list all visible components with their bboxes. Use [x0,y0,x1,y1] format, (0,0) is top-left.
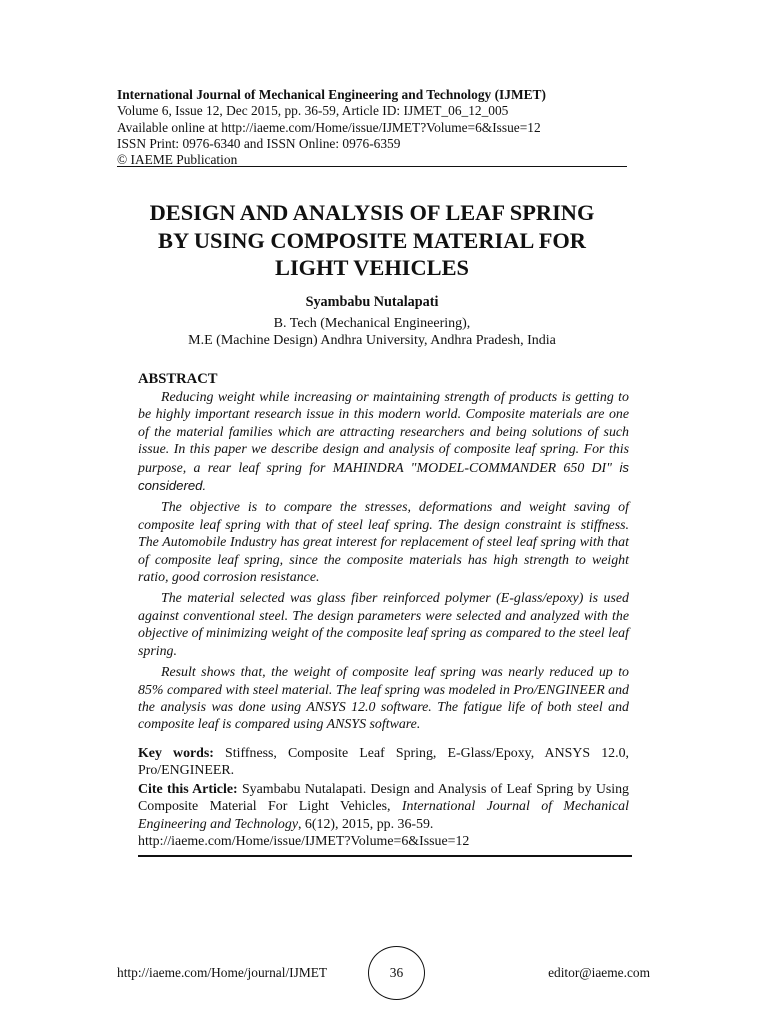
author-name: Syambabu Nutalapati [305,294,439,310]
citation-volume: , 6(12), 2015, pp. 36-59. [297,816,434,832]
abstract-paragraph-4: Result shows that, the weight of composite leaf spring was nearly reduced up to 85% compared with steel material. The leaf spring was modeled in Pro/ENGINEER and the analysis was done using ANSYS 12.0 software. The fatigue life of both steel and composite leaf is compared using ANSYS software. [138,665,629,733]
affiliation-line-2: M.E (Machine Design) Andhra University, Andhra Pradesh, India [188,333,556,348]
availability-url[interactable]: Available online at http://iaeme.com/Home/issue/IJMET?Volume=6&Issue=12 [117,119,541,135]
abstract-body [138,389,629,738]
vehicle-model-name: MAHINDRA "MODEL-COMMANDER 650 DI" [332,460,613,476]
author-affiliation [117,315,627,349]
page-number [368,946,425,1000]
citation-text: Syambabu Nutalapati. Design and Analysis of Leaf Spring by Using Composite Material For Light Vehicles, [138,782,629,815]
title-line-2: BY USING COMPOSITE MATERIAL FOR [158,227,586,253]
title-line-3: LIGHT VEHICLES [275,255,469,280]
journal-header [117,87,627,168]
keywords [138,745,629,780]
abstract-paragraph-1-tail: is considered. [138,459,629,494]
issn-info: ISSN Print: 0976-6340 and ISSN Online: 0976-6359 [117,135,401,151]
keywords-text: Stiffness, Composite Leaf Spring, E-Glass/Epoxy, ANSYS 12.0, Pro/ENGINEER. [138,746,629,779]
affiliation-line-1: B. Tech (Mechanical Engineering), [273,316,471,331]
keywords-label: Key words: [138,746,214,761]
footer-journal-url[interactable]: http://iaeme.com/Home/journal/IJMET [117,965,328,980]
abstract-paragraph-2: The objective is to compare the stresses, deformations and weight saving of composite leaf spring with that of steel leaf spring. The design constraint is stiffness. The Automobile Industry has great interest for replacement of steel leaf spring with that of composite leaf spring, since the composite materials has high strength to weight ratio, good corrosion resistance. [138,500,629,586]
abstract-paragraph-3: The material selected was glass fiber reinforced polymer (E-glass/epoxy) is used against conventional steel. The design parameters were selected and analyzed with the objective of minimizing weight of the composite leaf spring as compared to the steel leaf spring. [138,591,629,659]
title-line-1: DESIGN AND ANALYSIS OF LEAF SPRING [149,200,595,225]
abstract-paragraph-1 [138,389,629,495]
footer-email[interactable]: editor@iaeme.com [548,965,650,980]
abstract-paragraph-1-text: Reducing weight while increasing or maintaining strength of products is getting to be highly important research issue in this modern world. Composite materials are one of the material families which are attracting researchers and being solutions of such issue. In this paper we describe design and analysis of composite leaf spring. For this purpose, a rear leaf spring for [138,390,629,476]
citation-divider [138,855,632,857]
page-number-text: 36 [389,965,404,980]
abstract-heading: ABSTRACT [138,371,218,387]
citation [138,781,629,851]
publisher-info: © IAEME Publication [117,152,238,168]
paper-title [110,199,634,282]
journal-name: International Journal of Mechanical Engineering and Technology (IJMET) [117,87,546,102]
citation-label: Cite this Article: [138,782,238,797]
citation-url[interactable]: http://iaeme.com/Home/issue/IJMET?Volume=6&Issue=12 [138,834,470,850]
volume-info: Volume 6, Issue 12, Dec 2015, pp. 36-59, Article ID: IJMET_06_12_005 [117,103,509,119]
header-divider [117,166,627,167]
citation-journal: International Journal of Mechanical Engineering and Technology [138,799,629,832]
